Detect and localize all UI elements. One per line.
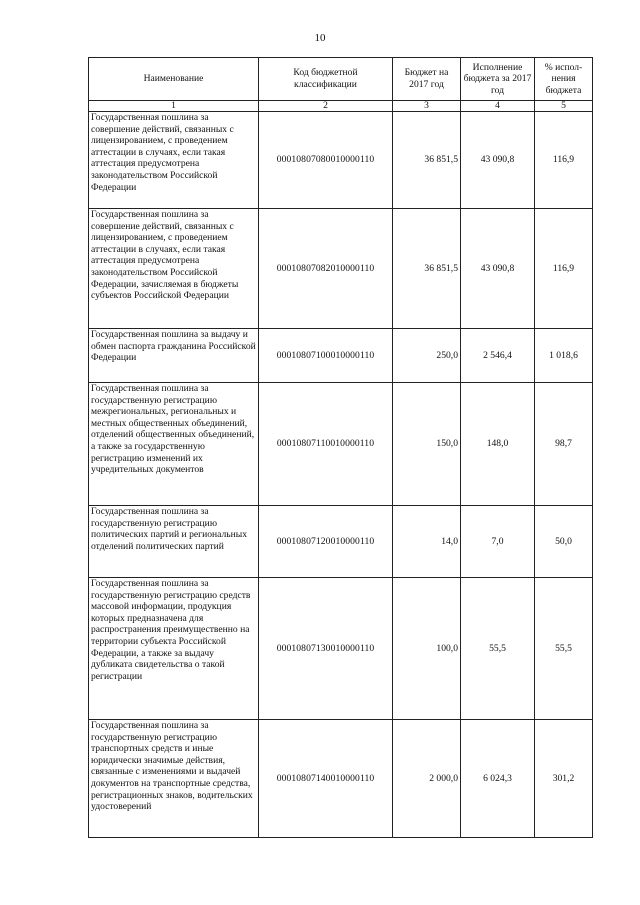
header-execution: Исполнение бюджета за 2017 год	[461, 58, 535, 101]
row-percent: 301,2	[535, 720, 593, 838]
row-name: Государственная пошлина за совершение действий, связанных с лицензированием, с проведением аттестации в случаях, если такая аттестация предусмотрена законодательством Российской Федерации, зачисляемая в бюджеты субъектов Российской Федерации	[89, 209, 259, 329]
column-number: 5	[535, 101, 593, 112]
row-name: Государственная пошлина за государственную регистрацию межрегиональных, региональных и местных общественных объединений, отделений общественных объединений, а также за государственную регистрацию изменений их учредительных документов	[89, 383, 259, 506]
row-code: 00010807130010000110	[259, 578, 393, 720]
column-number: 4	[461, 101, 535, 112]
row-budget: 150,0	[393, 383, 461, 506]
row-percent: 116,9	[535, 209, 593, 329]
row-budget: 250,0	[393, 329, 461, 383]
column-number: 2	[259, 101, 393, 112]
row-percent: 1 018,6	[535, 329, 593, 383]
row-percent: 98,7	[535, 383, 593, 506]
header-budget: Бюджет на 2017 год	[393, 58, 461, 101]
table-row	[89, 329, 593, 383]
row-name: Государственная пошлина за совершение действий, связанных с лицензированием, с проведением аттестации в случаях, если такая аттестация предусмотрена законодательством Российской Федерации	[89, 112, 259, 209]
row-budget: 36 851,5	[393, 209, 461, 329]
row-code: 00010807100010000110	[259, 329, 393, 383]
row-percent: 116,9	[535, 112, 593, 209]
budget-table	[88, 57, 593, 838]
row-code: 00010807080010000110	[259, 112, 393, 209]
column-number: 1	[89, 101, 259, 112]
table-header-row	[89, 58, 593, 101]
header-percent: % испол-нения бюджета	[535, 58, 593, 101]
table-row	[89, 506, 593, 578]
row-percent: 50,0	[535, 506, 593, 578]
row-execution: 43 090,8	[461, 112, 535, 209]
table-row	[89, 383, 593, 506]
row-budget: 36 851,5	[393, 112, 461, 209]
row-code: 00010807110010000110	[259, 383, 393, 506]
row-name: Государственная пошлина за выдачу и обмен паспорта гражданина Российской Федерации	[89, 329, 259, 383]
table-row	[89, 209, 593, 329]
row-name: Государственная пошлина за государственную регистрацию политических партий и региональных отделений политических партий	[89, 506, 259, 578]
row-budget: 2 000,0	[393, 720, 461, 838]
row-execution: 2 546,4	[461, 329, 535, 383]
table-row	[89, 720, 593, 838]
row-budget: 14,0	[393, 506, 461, 578]
row-code: 00010807082010000110	[259, 209, 393, 329]
row-code: 00010807120010000110	[259, 506, 393, 578]
row-name: Государственная пошлина за государственную регистрацию транспортных средств и иные юридически значимые действия, связанные с изменениями и выдачей документов на транспортные средства, регистрационных знаков, водительских удостоверений	[89, 720, 259, 838]
row-budget: 100,0	[393, 578, 461, 720]
row-execution: 43 090,8	[461, 209, 535, 329]
row-code: 00010807140010000110	[259, 720, 393, 838]
row-percent: 55,5	[535, 578, 593, 720]
header-name: Наименование	[89, 58, 259, 101]
table-row	[89, 578, 593, 720]
row-name: Государственная пошлина за государственную регистрацию средств массовой информации, продукция которых предназначена для распространения преимущественно на территории субъекта Российской Федерации, а также за выдачу дубликата свидетельства о такой регистрации	[89, 578, 259, 720]
column-number-row	[89, 101, 593, 112]
row-execution: 7,0	[461, 506, 535, 578]
header-code: Код бюджетной классификации	[259, 58, 393, 101]
table-row	[89, 112, 593, 209]
row-execution: 6 024,3	[461, 720, 535, 838]
column-number: 3	[393, 101, 461, 112]
row-execution: 55,5	[461, 578, 535, 720]
row-execution: 148,0	[461, 383, 535, 506]
page-number: 10	[314, 32, 326, 44]
